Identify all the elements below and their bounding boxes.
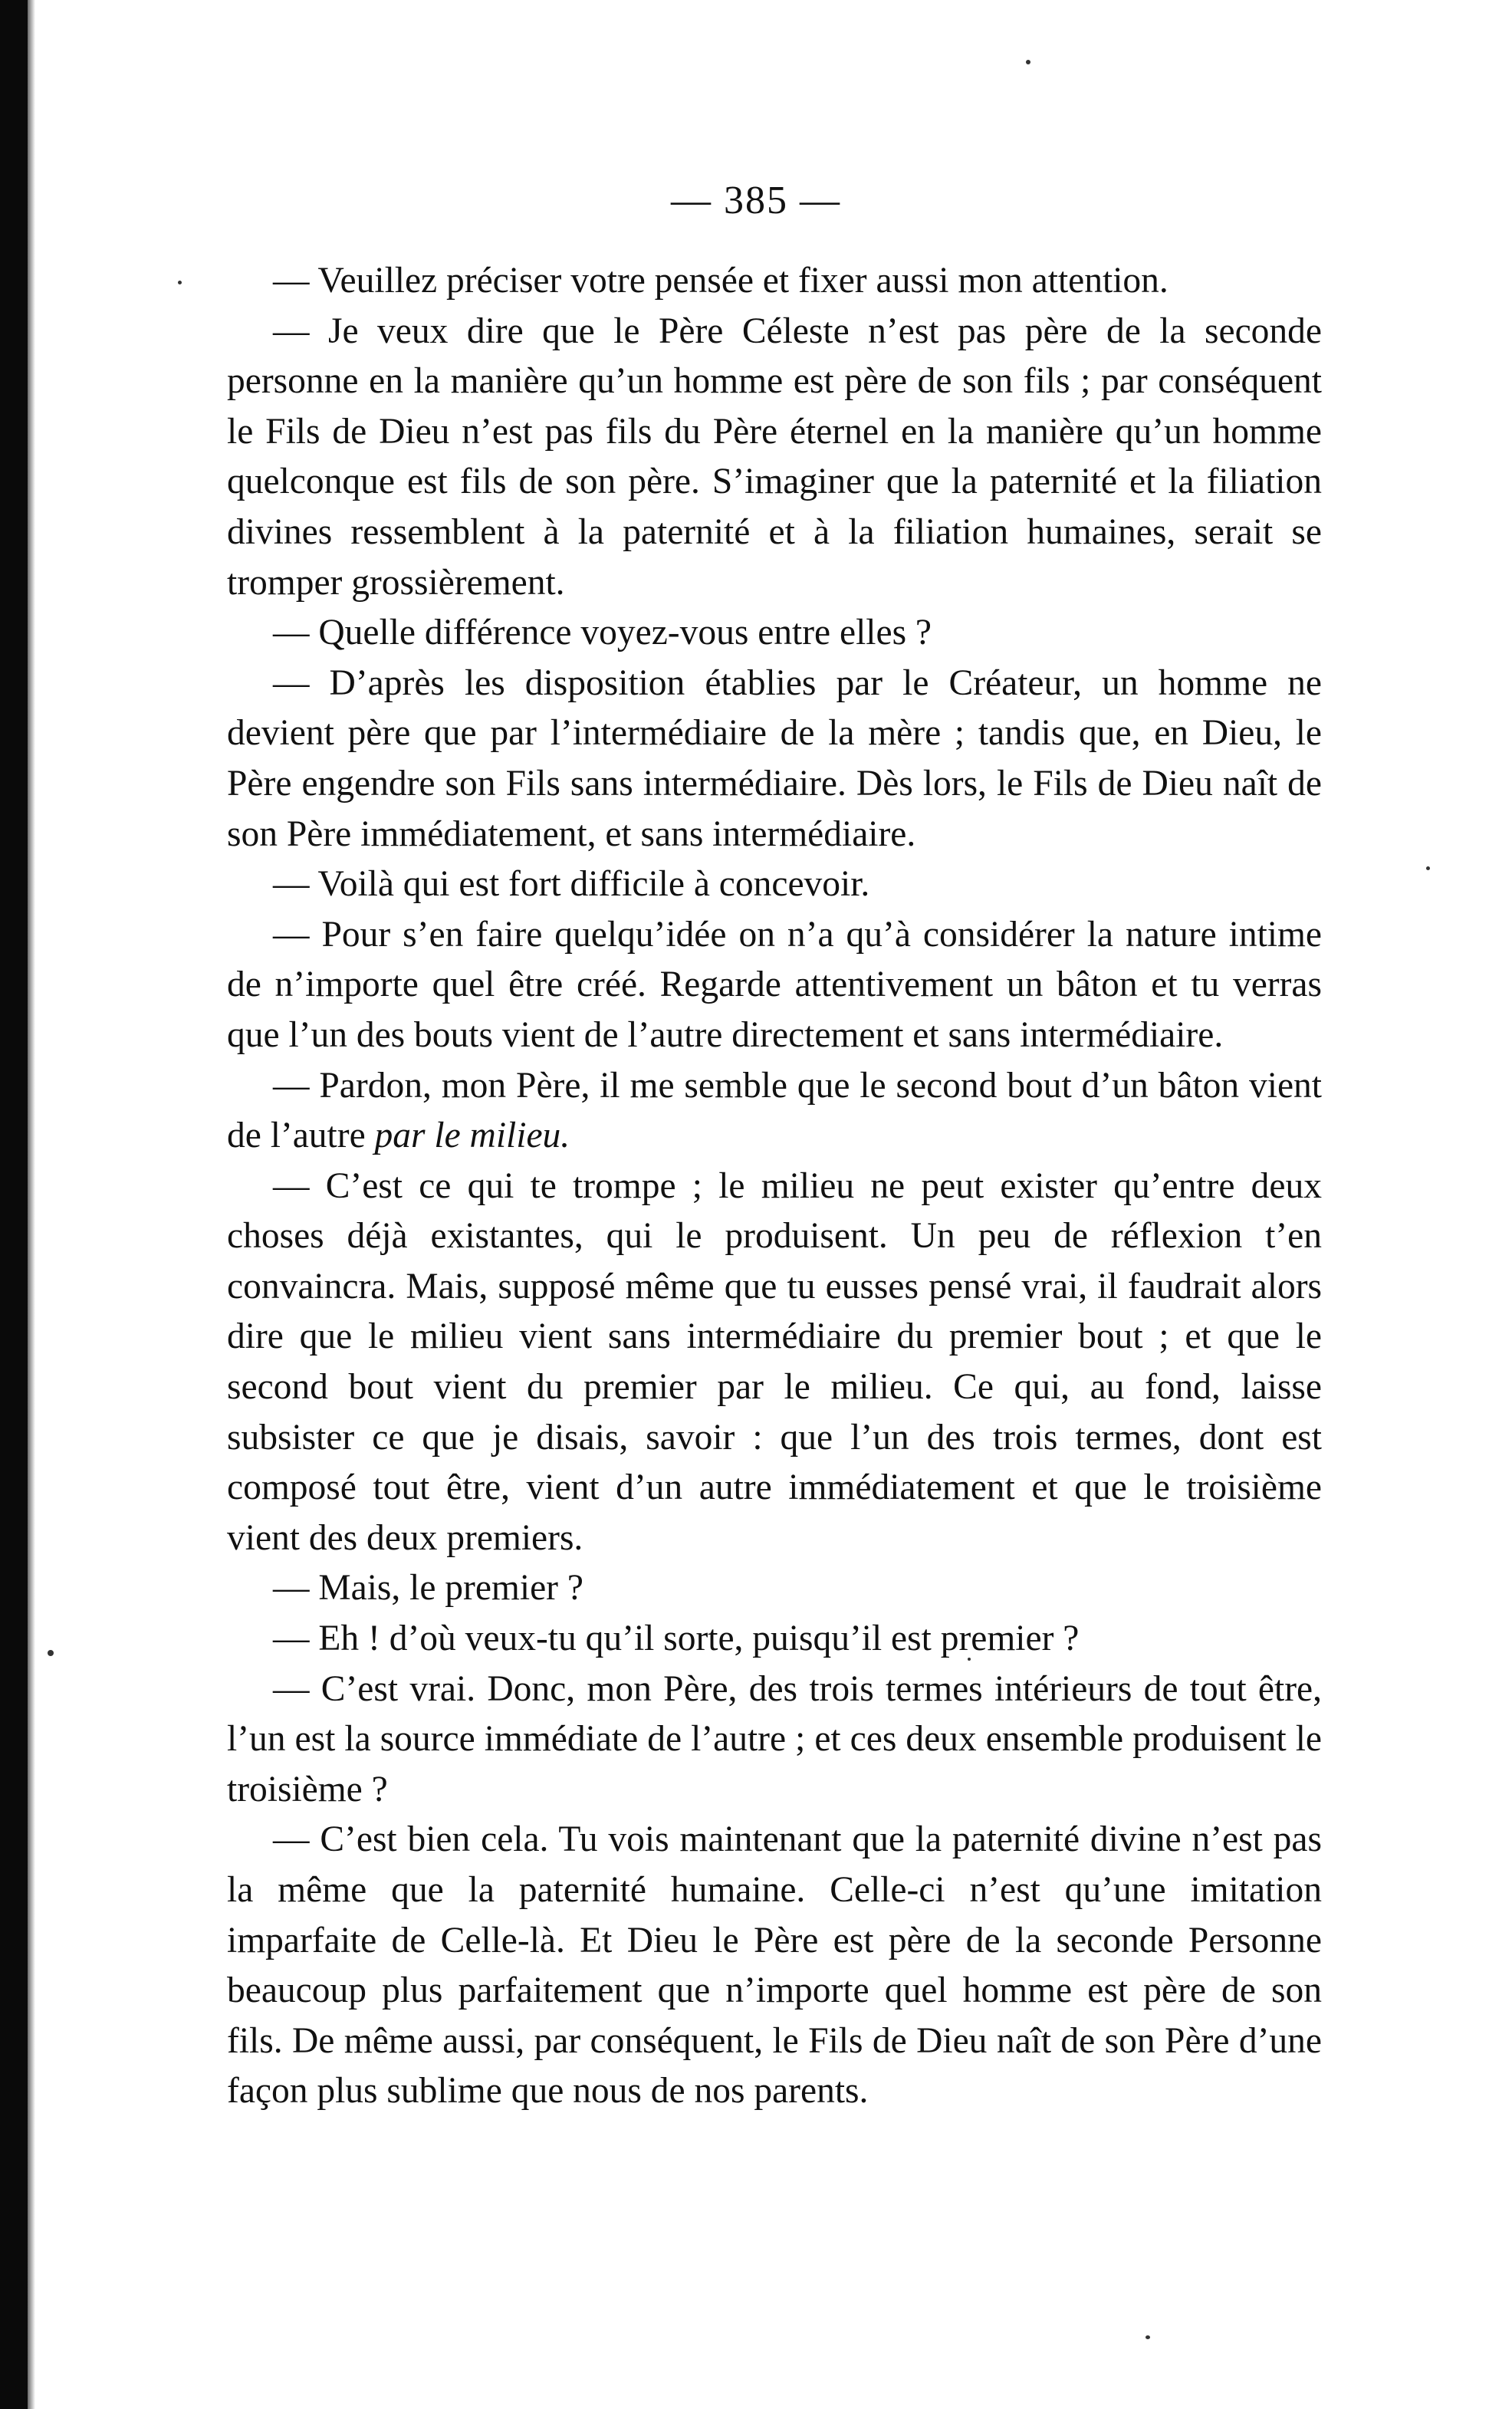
paragraph	[227, 1061, 1322, 1162]
print-speck	[1426, 866, 1430, 870]
paragraph-text: — Pardon, mon Père, il me semble que le second bout d’un bâton vient de l’autre	[227, 1065, 1322, 1156]
paragraph: — C’est ce qui te trompe ; le milieu ne peut exister qu’entre deux choses déjà existantes, qui le produisent. Un peu de réflexion t’en convaincra. Mais, supposé même que tu eusses pensé vrai, il faudrait alors dire que le milieu vient sans intermédiaire du premier bout ; et que le second bout vient du premier par le milieu. Ce qui, au fond, laisse subsister ce que je disais, savoir : que l’un des trois termes, dont est composé tout être, vient d’un autre immédiatement et que le troisième vient des deux premiers.	[227, 1165, 1322, 1558]
paragraph: — Pour s’en faire quelqu’idée on n’a qu’à considérer la nature intime de n’importe quel être créé. Regarde attentivement un bâton et tu verras que l’un des bouts vient de l’autre directement et sans intermédiaire.	[227, 914, 1322, 1055]
paragraph: — C’est bien cela. Tu vois maintenant que la paternité divine n’est pas la même que la paternité humaine. Celle-ci n’est qu’une imitation imparfaite de Celle-là. Et Dieu le Père est père de la seconde Personne beaucoup plus parfaitement que n’importe quel homme est père de son fils. De même aussi, par conséquent, le Fils de Dieu naît de son Père d’une façon plus sublime que nous de nos parents.	[227, 1819, 1322, 2112]
paragraph: — Mais, le premier ?	[273, 1568, 583, 1609]
paragraph: — Voilà qui est fort difficile à concevoir.	[273, 864, 870, 905]
print-speck	[48, 1650, 54, 1656]
paragraph: — Eh ! d’où veux-tu qu’il sorte, puisqu’il est premier ?	[273, 1619, 1080, 1659]
page-number: — 385 —	[671, 179, 841, 222]
paragraph: — Quelle différence voyez-vous entre elles ?	[273, 613, 932, 653]
body-text	[227, 256, 1322, 2117]
italic-phrase: par le milieu.	[374, 1116, 570, 1156]
paragraph: — C’est vrai. Donc, mon Père, des trois termes intérieurs de tout être, l’un est la source immédiate de l’autre ; et ces deux ensemble produisent le troisième ?	[227, 1668, 1322, 1809]
print-speck	[1146, 2335, 1150, 2339]
binding-shadow	[28, 0, 35, 2409]
binding-edge	[0, 0, 28, 2409]
print-speck	[178, 281, 182, 284]
paragraph: — D’après les disposition établies par le Créateur, un homme ne devient père que par l’intermédiaire de la mère ; tandis que, en Dieu, le Père engendre son Fils sans intermédiaire. Dès lors, le Fils de Dieu naît de son Père immédiatement, et sans intermédiaire.	[227, 662, 1322, 854]
paragraph: — Je veux dire que le Père Céleste n’est pas père de la seconde personne en la manière qu’un homme est père de son fils ; par conséquent le Fils de Dieu n’est pas fils du Père éternel en la manière qu’un homme quelconque est fils de son père. S’imaginer que la paternité et la filiation divines ressemblent à la paternité et à la filiation humaines, serait se tromper grossièrement.	[227, 311, 1322, 603]
print-speck	[1026, 60, 1030, 64]
paragraph: — Veuillez préciser votre pensée et fixer aussi mon attention.	[273, 261, 1169, 301]
